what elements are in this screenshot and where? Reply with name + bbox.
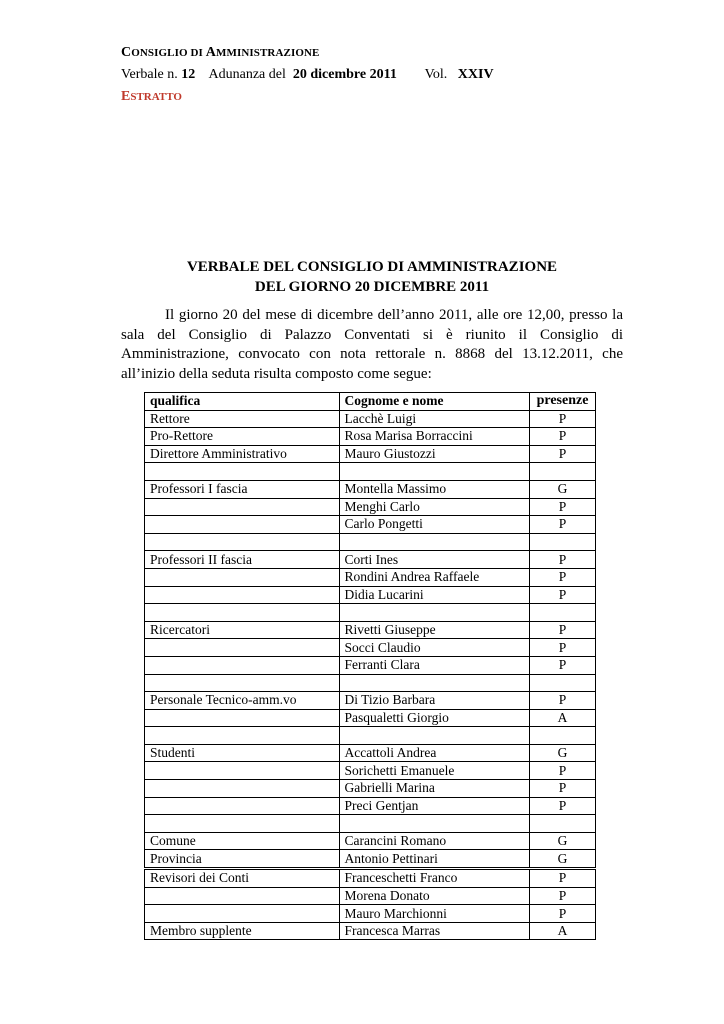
cell-nome: Rondini Andrea Raffaele (339, 568, 529, 586)
org-initial2: A (205, 45, 216, 60)
table-row (145, 445, 596, 463)
table-row (145, 727, 596, 745)
cell-nome: Montella Massimo (339, 480, 529, 498)
cell-presenza: G (530, 832, 596, 850)
members-table-body (145, 410, 596, 940)
cell-nome: Preci Gentjan (339, 797, 529, 815)
cell-presenza (530, 815, 596, 833)
cell-nome: Pasqualetti Giorgio (339, 709, 529, 727)
document-title (121, 257, 623, 297)
cell-presenza (530, 604, 596, 622)
cell-nome (339, 727, 529, 745)
cell-presenza: P (530, 410, 596, 428)
cell-nome: Mauro Marchionni (339, 905, 529, 923)
cell-presenza: P (530, 516, 596, 534)
cell-qualifica (145, 887, 340, 905)
intro-paragraph: Il giorno 20 del mese di dicembre dell’anno 2011, alle ore 12,00, presso la sala del Consiglio di Palazzo Conventati si è riunito il Consiglio di Amministrazione, convocato con nota rettorale n. 8868 del 13.12.2011, che all’inizio della seduta risulta composto come segue: (121, 307, 623, 382)
org-part2: MMINISTRAZIONE (216, 47, 320, 59)
cell-presenza (530, 727, 596, 745)
table-row (145, 905, 596, 923)
cell-qualifica: Revisori dei Conti (145, 869, 340, 888)
cell-qualifica: Comune (145, 832, 340, 850)
verbale-line (121, 64, 494, 86)
table-row (145, 604, 596, 622)
cell-qualifica (145, 639, 340, 657)
table-row (145, 551, 596, 569)
cell-presenza: P (530, 498, 596, 516)
table-row (145, 709, 596, 727)
cell-presenza: G (530, 480, 596, 498)
table-row (145, 621, 596, 639)
cell-nome: Socci Claudio (339, 639, 529, 657)
table-row (145, 869, 596, 888)
cell-qualifica (145, 533, 340, 551)
vol-label: Vol. (424, 67, 448, 82)
estratto-initial: E (121, 89, 131, 104)
verbale-number: 12 (181, 67, 196, 82)
cell-qualifica (145, 905, 340, 923)
cell-presenza: A (530, 922, 596, 940)
cell-presenza: P (530, 639, 596, 657)
table-row (145, 533, 596, 551)
table-row (145, 498, 596, 516)
cell-presenza: P (530, 621, 596, 639)
cell-nome: Lacchè Luigi (339, 410, 529, 428)
cell-presenza: P (530, 780, 596, 798)
cell-presenza: A (530, 709, 596, 727)
cell-qualifica (145, 498, 340, 516)
cell-qualifica (145, 674, 340, 692)
cell-nome: Ferranti Clara (339, 656, 529, 674)
cell-qualifica: Professori I fascia (145, 480, 340, 498)
cell-presenza: P (530, 887, 596, 905)
adunanza-label: Adunanza del (208, 67, 286, 82)
table-row (145, 428, 596, 446)
header-presenze: presenze (530, 393, 596, 411)
cell-qualifica: Provincia (145, 850, 340, 869)
header-nome: Cognome e nome (339, 393, 529, 411)
cell-presenza (530, 463, 596, 481)
cell-nome: Corti Ines (339, 551, 529, 569)
cell-qualifica: Rettore (145, 410, 340, 428)
cell-nome: Accattoli Andrea (339, 744, 529, 762)
table-row (145, 832, 596, 850)
cell-nome: Didia Lucarini (339, 586, 529, 604)
org-part1: ONSIGLIO DI (131, 47, 206, 59)
table-row (145, 922, 596, 940)
table-row (145, 586, 596, 604)
cell-nome: Rosa Marisa Borraccini (339, 428, 529, 446)
cell-nome: Gabrielli Marina (339, 780, 529, 798)
cell-nome: Di Tizio Barbara (339, 692, 529, 710)
cell-presenza: P (530, 656, 596, 674)
cell-nome: Franceschetti Franco (339, 869, 529, 888)
table-row (145, 639, 596, 657)
cell-qualifica: Professori II fascia (145, 551, 340, 569)
cell-presenza: P (530, 762, 596, 780)
cell-nome (339, 815, 529, 833)
cell-qualifica (145, 604, 340, 622)
cell-nome: Rivetti Giuseppe (339, 621, 529, 639)
table-row (145, 516, 596, 534)
cell-nome: Carlo Pongetti (339, 516, 529, 534)
cell-nome: Antonio Pettinari (339, 850, 529, 869)
table-row (145, 762, 596, 780)
organization-name (121, 42, 494, 64)
cell-nome: Menghi Carlo (339, 498, 529, 516)
cell-presenza: P (530, 586, 596, 604)
cell-qualifica: Membro supplente (145, 922, 340, 940)
cell-presenza (530, 533, 596, 551)
cell-presenza: P (530, 551, 596, 569)
title-line-2: DEL GIORNO 20 DICEMBRE 2011 (254, 279, 490, 295)
cell-presenza: P (530, 869, 596, 888)
table-row (145, 815, 596, 833)
cell-nome: Francesca Marras (339, 922, 529, 940)
cell-presenza: P (530, 905, 596, 923)
cell-qualifica (145, 762, 340, 780)
cell-presenza: P (530, 445, 596, 463)
table-row (145, 410, 596, 428)
org-initial: C (121, 45, 132, 60)
estratto-label (121, 86, 494, 108)
cell-qualifica (145, 780, 340, 798)
table-row (145, 656, 596, 674)
cell-nome (339, 463, 529, 481)
cell-qualifica (145, 586, 340, 604)
cell-presenza: G (530, 850, 596, 869)
table-header-row (145, 393, 596, 411)
cell-nome: Sorichetti Emanuele (339, 762, 529, 780)
estratto-rest: STRATTO (130, 91, 182, 103)
members-table (144, 392, 596, 940)
vol-number: XXIV (457, 67, 494, 82)
verbale-label: Verbale n. (121, 67, 178, 82)
cell-nome (339, 674, 529, 692)
cell-qualifica (145, 656, 340, 674)
table-row (145, 887, 596, 905)
table-row (145, 692, 596, 710)
table-row (145, 463, 596, 481)
table-row (145, 744, 596, 762)
cell-qualifica (145, 797, 340, 815)
table-row (145, 797, 596, 815)
table-row (145, 780, 596, 798)
header-qualifica: qualifica (145, 393, 340, 411)
cell-qualifica: Ricercatori (145, 621, 340, 639)
cell-presenza: P (530, 568, 596, 586)
cell-qualifica (145, 727, 340, 745)
document-header (121, 42, 494, 108)
cell-presenza: P (530, 692, 596, 710)
title-line-1: VERBALE DEL CONSIGLIO DI AMMINISTRAZIONE (186, 259, 558, 275)
cell-presenza: P (530, 797, 596, 815)
table-row (145, 850, 596, 869)
table-row (145, 480, 596, 498)
cell-presenza (530, 674, 596, 692)
cell-qualifica: Pro-Rettore (145, 428, 340, 446)
adunanza-date: 20 dicembre 2011 (292, 67, 397, 82)
cell-qualifica (145, 463, 340, 481)
cell-presenza: P (530, 428, 596, 446)
cell-qualifica (145, 709, 340, 727)
cell-qualifica: Personale Tecnico-amm.vo (145, 692, 340, 710)
cell-qualifica (145, 568, 340, 586)
table-row (145, 674, 596, 692)
cell-qualifica: Direttore Amministrativo (145, 445, 340, 463)
cell-qualifica (145, 815, 340, 833)
cell-nome (339, 533, 529, 551)
cell-nome: Morena Donato (339, 887, 529, 905)
cell-qualifica (145, 516, 340, 534)
cell-nome (339, 604, 529, 622)
cell-presenza: G (530, 744, 596, 762)
cell-nome: Mauro Giustozzi (339, 445, 529, 463)
cell-nome: Carancini Romano (339, 832, 529, 850)
cell-qualifica: Studenti (145, 744, 340, 762)
table-row (145, 568, 596, 586)
